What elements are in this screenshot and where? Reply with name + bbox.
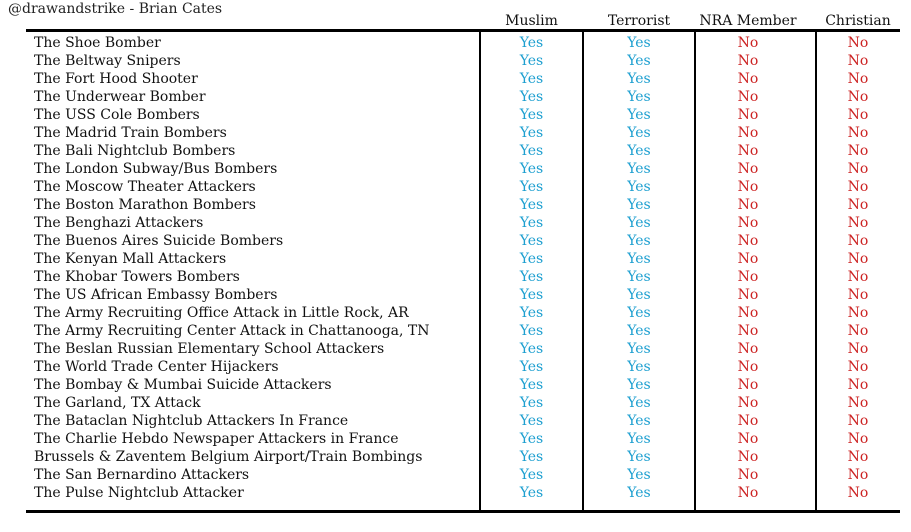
cell-muslim: Yes xyxy=(519,143,544,159)
table-row xyxy=(0,214,911,232)
table-row xyxy=(0,34,911,52)
cell-muslim: Yes xyxy=(519,269,544,285)
cell-nra-member: No xyxy=(737,179,759,195)
row-label: The Bali Nightclub Bombers xyxy=(34,143,236,159)
table-row xyxy=(0,376,911,394)
cell-terrorist: Yes xyxy=(627,413,651,429)
row-label: The Kenyan Mall Attackers xyxy=(34,251,227,267)
cell-nra-member: No xyxy=(737,305,759,321)
table-row xyxy=(0,178,911,196)
cell-nra-member: No xyxy=(737,107,759,123)
cell-christian: No xyxy=(847,467,869,483)
cell-muslim: Yes xyxy=(519,305,544,321)
cell-muslim: Yes xyxy=(519,413,544,429)
cell-nra-member: No xyxy=(737,395,759,411)
cell-muslim: Yes xyxy=(519,107,544,123)
cell-terrorist: Yes xyxy=(627,107,651,123)
column-header-terrorist: Terrorist xyxy=(607,13,671,29)
cell-terrorist: Yes xyxy=(627,89,651,105)
row-label: The Underwear Bomber xyxy=(34,89,206,105)
cell-terrorist: Yes xyxy=(627,35,651,51)
cell-christian: No xyxy=(847,215,869,231)
row-label: The London Subway/Bus Bombers xyxy=(34,161,278,177)
row-label: The Beltway Snipers xyxy=(34,53,181,69)
cell-nra-member: No xyxy=(737,143,759,159)
column-headers xyxy=(0,12,911,30)
cell-nra-member: No xyxy=(737,197,759,213)
cell-nra-member: No xyxy=(737,431,759,447)
table-row xyxy=(0,394,911,412)
table-row xyxy=(0,232,911,250)
table-row xyxy=(0,304,911,322)
row-label: The Bataclan Nightclub Attackers In France xyxy=(34,413,349,429)
row-label: The USS Cole Bombers xyxy=(34,107,200,123)
table-row xyxy=(0,142,911,160)
cell-muslim: Yes xyxy=(519,395,544,411)
cell-nra-member: No xyxy=(737,269,759,285)
cell-terrorist: Yes xyxy=(627,233,651,249)
row-label: The Moscow Theater Attackers xyxy=(34,179,256,195)
cell-terrorist: Yes xyxy=(627,449,651,465)
table-row xyxy=(0,106,911,124)
cell-muslim: Yes xyxy=(519,89,544,105)
cell-muslim: Yes xyxy=(519,215,544,231)
row-label: The Bombay & Mumbai Suicide Attackers xyxy=(34,377,332,393)
cell-terrorist: Yes xyxy=(627,323,651,339)
table-row xyxy=(0,124,911,142)
cell-nra-member: No xyxy=(737,287,759,303)
cell-terrorist: Yes xyxy=(627,359,651,375)
cell-christian: No xyxy=(847,197,869,213)
cell-muslim: Yes xyxy=(519,71,544,87)
cell-muslim: Yes xyxy=(519,287,544,303)
row-label: The Beslan Russian Elementary School Attackers xyxy=(34,341,385,357)
table-row xyxy=(0,358,911,376)
cell-nra-member: No xyxy=(737,359,759,375)
table-bottom-rule xyxy=(26,510,900,513)
cell-christian: No xyxy=(847,377,869,393)
cell-christian: No xyxy=(847,431,869,447)
cell-christian: No xyxy=(847,359,869,375)
table-body xyxy=(0,34,911,502)
cell-terrorist: Yes xyxy=(627,197,651,213)
table-row xyxy=(0,322,911,340)
column-header-christian: Christian xyxy=(825,13,891,29)
row-label: The San Bernardino Attackers xyxy=(34,467,250,483)
table-row xyxy=(0,250,911,268)
cell-christian: No xyxy=(847,251,869,267)
table-row xyxy=(0,52,911,70)
row-label: The Shoe Bomber xyxy=(34,35,161,51)
table-row xyxy=(0,70,911,88)
cell-muslim: Yes xyxy=(519,251,544,267)
cell-nra-member: No xyxy=(737,161,759,177)
cell-christian: No xyxy=(847,233,869,249)
cell-christian: No xyxy=(847,107,869,123)
cell-nra-member: No xyxy=(737,323,759,339)
table-row xyxy=(0,466,911,484)
table-row xyxy=(0,340,911,358)
cell-christian: No xyxy=(847,395,869,411)
cell-christian: No xyxy=(847,485,869,501)
cell-terrorist: Yes xyxy=(627,395,651,411)
table-row xyxy=(0,448,911,466)
cell-muslim: Yes xyxy=(519,197,544,213)
cell-christian: No xyxy=(847,305,869,321)
cell-muslim: Yes xyxy=(519,449,544,465)
row-label: The US African Embassy Bombers xyxy=(34,287,278,303)
cell-terrorist: Yes xyxy=(627,269,651,285)
cell-nra-member: No xyxy=(737,485,759,501)
cell-terrorist: Yes xyxy=(627,305,651,321)
cell-nra-member: No xyxy=(737,341,759,357)
cell-christian: No xyxy=(847,161,869,177)
cell-muslim: Yes xyxy=(519,35,544,51)
cell-terrorist: Yes xyxy=(627,71,651,87)
row-label: The Madrid Train Bombers xyxy=(34,125,227,141)
cell-christian: No xyxy=(847,269,869,285)
cell-terrorist: Yes xyxy=(627,485,651,501)
cell-nra-member: No xyxy=(737,71,759,87)
cell-terrorist: Yes xyxy=(627,53,651,69)
cell-christian: No xyxy=(847,413,869,429)
cell-nra-member: No xyxy=(737,449,759,465)
table-row xyxy=(0,160,911,178)
cell-christian: No xyxy=(847,71,869,87)
table-row xyxy=(0,88,911,106)
cell-muslim: Yes xyxy=(519,341,544,357)
cell-terrorist: Yes xyxy=(627,377,651,393)
cell-terrorist: Yes xyxy=(627,431,651,447)
cell-nra-member: No xyxy=(737,251,759,267)
row-label: The Buenos Aires Suicide Bombers xyxy=(34,233,284,249)
cell-muslim: Yes xyxy=(519,431,544,447)
column-header-muslim: Muslim xyxy=(505,13,558,29)
cell-terrorist: Yes xyxy=(627,467,651,483)
row-label: The Khobar Towers Bombers xyxy=(34,269,240,285)
cell-nra-member: No xyxy=(737,89,759,105)
row-label: The Garland, TX Attack xyxy=(34,395,201,411)
cell-muslim: Yes xyxy=(519,179,544,195)
row-label: The Army Recruiting Center Attack in Chattanooga, TN xyxy=(34,323,430,339)
cell-christian: No xyxy=(847,179,869,195)
cell-christian: No xyxy=(847,125,869,141)
cell-christian: No xyxy=(847,323,869,339)
column-header-nra-member: NRA Member xyxy=(699,13,797,29)
cell-nra-member: No xyxy=(737,35,759,51)
cell-christian: No xyxy=(847,53,869,69)
cell-terrorist: Yes xyxy=(627,215,651,231)
cell-muslim: Yes xyxy=(519,359,544,375)
row-label: The Benghazi Attackers xyxy=(34,215,204,231)
table-row xyxy=(0,268,911,286)
cell-muslim: Yes xyxy=(519,125,544,141)
cell-muslim: Yes xyxy=(519,485,544,501)
row-label: The World Trade Center Hijackers xyxy=(34,359,279,375)
cell-muslim: Yes xyxy=(519,53,544,69)
cell-muslim: Yes xyxy=(519,233,544,249)
cell-terrorist: Yes xyxy=(627,179,651,195)
cell-nra-member: No xyxy=(737,125,759,141)
cell-christian: No xyxy=(847,143,869,159)
row-label: The Fort Hood Shooter xyxy=(34,71,198,87)
cell-terrorist: Yes xyxy=(627,251,651,267)
cell-christian: No xyxy=(847,449,869,465)
row-label: Brussels & Zaventem Belgium Airport/Train Bombings xyxy=(34,449,423,465)
author-credit: @drawandstrike - Brian Cates xyxy=(8,1,223,17)
cell-nra-member: No xyxy=(737,377,759,393)
table-row xyxy=(0,430,911,448)
table-row xyxy=(0,412,911,430)
cell-christian: No xyxy=(847,89,869,105)
cell-terrorist: Yes xyxy=(627,287,651,303)
table-row xyxy=(0,286,911,304)
cell-terrorist: Yes xyxy=(627,341,651,357)
cell-christian: No xyxy=(847,287,869,303)
cell-muslim: Yes xyxy=(519,161,544,177)
row-label: The Boston Marathon Bombers xyxy=(34,197,256,213)
cell-nra-member: No xyxy=(737,53,759,69)
cell-nra-member: No xyxy=(737,413,759,429)
cell-muslim: Yes xyxy=(519,467,544,483)
cell-christian: No xyxy=(847,35,869,51)
cell-terrorist: Yes xyxy=(627,143,651,159)
table-row xyxy=(0,484,911,502)
table-top-rule xyxy=(26,29,900,32)
cell-terrorist: Yes xyxy=(627,125,651,141)
cell-nra-member: No xyxy=(737,467,759,483)
row-label: The Charlie Hebdo Newspaper Attackers in France xyxy=(34,431,399,447)
cell-christian: No xyxy=(847,341,869,357)
table-row xyxy=(0,196,911,214)
row-label: The Pulse Nightclub Attacker xyxy=(34,485,244,501)
cell-muslim: Yes xyxy=(519,323,544,339)
cell-nra-member: No xyxy=(737,215,759,231)
cell-muslim: Yes xyxy=(519,377,544,393)
row-label: The Army Recruiting Office Attack in Little Rock, AR xyxy=(34,305,409,321)
cell-nra-member: No xyxy=(737,233,759,249)
cell-terrorist: Yes xyxy=(627,161,651,177)
